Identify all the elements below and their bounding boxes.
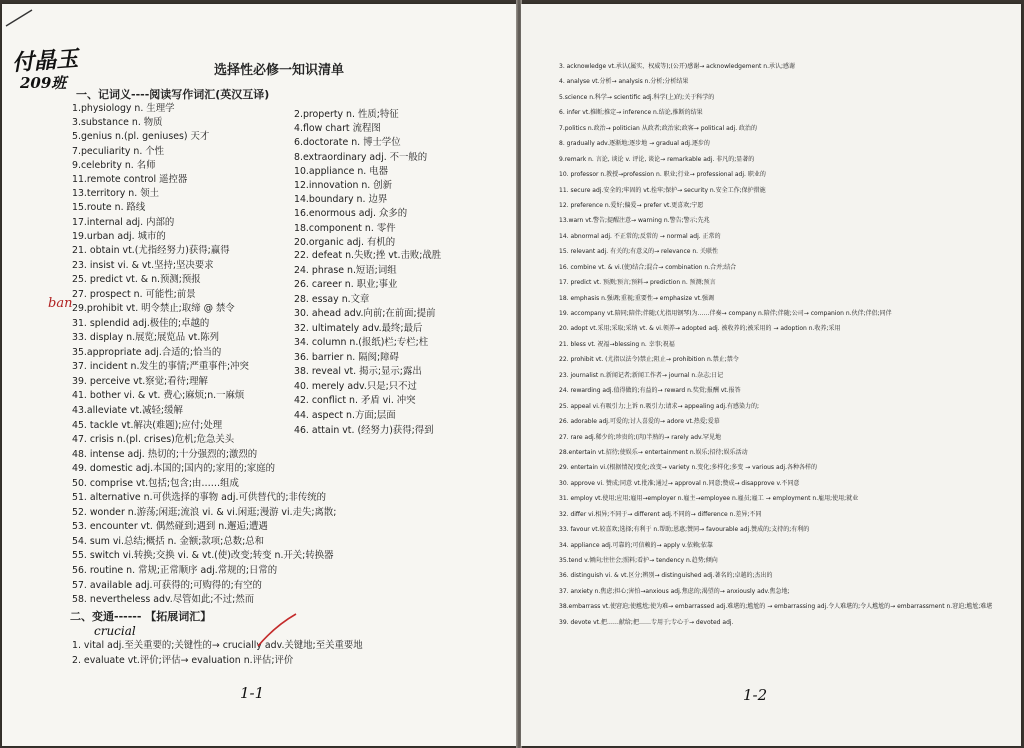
- vocab-row: 39. perceive vt.察觉;看待;理解: [72, 375, 208, 387]
- vocab-row: 41. bother vi. & vt. 费心;麻烦;n.一麻烦: [72, 390, 245, 402]
- vocab-row: 13.warn vt.警告;提醒注意→ warning n.警告;警示;先兆: [559, 217, 710, 225]
- vocab-row: 30. ahead adv.向前;在前面;提前: [294, 308, 436, 320]
- vocab-row: 52. wonder n.游荡;闲逛;流浪 vi. & vi.闲逛;漫游 vi.走失;离散;: [72, 506, 337, 518]
- vocab-row: 20.organic adj. 有机的: [294, 236, 396, 248]
- vocab-row: 25. appeal vi.有吸引力;上诉 n.吸引力;请求→ appealing adj.有感染力的;: [559, 402, 760, 410]
- vocab-row: 49. domestic adj.本国的;国内的;家用的;家庭的: [72, 463, 276, 475]
- vocab-row: 26. adorable adj.可爱的;讨人喜爱的→ adore vt.热爱;爱慕: [559, 418, 720, 426]
- page-title: 选择性必修一知识清单: [214, 63, 345, 78]
- vocab-row: 23. insist vi. & vt.坚持;坚决要求: [72, 259, 214, 271]
- vocab-row: 25. predict vt. & n.预测;预报: [72, 274, 201, 286]
- vocab-row: 44. aspect n.方面;层面: [294, 410, 396, 422]
- vocab-row: 11. secure adj.安全的;牢固的 vt.拴牢;保护→ security n.安全工作;保护措施: [559, 186, 766, 194]
- vocab-row: 28. essay n.文章: [294, 293, 370, 305]
- vocab-row: 8.extraordinary adj. 不一般的: [294, 151, 428, 163]
- vocab-row: 54. sum vi.总结;概括 n. 金额;款项;总数;总和: [72, 535, 264, 547]
- margin-note-ban: ban: [48, 296, 73, 311]
- vocab-row: 17.internal adj. 内部的: [72, 216, 175, 228]
- vocab-row: 11.remote control 遥控器: [72, 173, 188, 185]
- vocab-column-a: [72, 101, 209, 243]
- vocab-row: 16.enormous adj. 众多的: [294, 208, 408, 220]
- page-number-left: 1-1: [240, 684, 265, 702]
- vocab-row: 1.physiology n. 生理学: [72, 103, 175, 114]
- vocab-column-b: [294, 107, 427, 249]
- vocab-row: 28.entertain vt.招待;使娱乐→ entertainment n.娱乐;招待;娱乐活动: [559, 448, 748, 456]
- vocab-row: 40. merely adv.只是;只不过: [294, 380, 417, 392]
- vocab-row: 29. entertain vi.(根据情况)变化;改变→ variety n.变化;多样化;多变 → various adj.各种各样的: [559, 464, 818, 472]
- vocab-row: 50. comprise vt.包括;包含;由……组成: [72, 477, 239, 489]
- vocab-row: 34. appliance adj.可靠的;可信赖的→ apply v.依赖;依靠: [559, 541, 713, 549]
- section1-heading: 一、记词义----阅读写作词汇(英汉互译): [76, 88, 270, 101]
- vocab-row: 51. alternative n.可供选择的事物 adj.可供替代的;非传统的: [72, 492, 326, 504]
- vocab-row: 1. vital adj.至关重要的;关键性的→ crucially adv.关键地;至关重要地: [72, 640, 363, 651]
- vocab-row: 48. intense adj. 热切的;十分强烈的;激烈的: [72, 448, 258, 460]
- vocab-row: 24. rewarding adj.值得做的;有益的→ reward n.奖赏;报酬 vt.报答: [559, 387, 741, 395]
- vocab-row: 24. phrase n.短语;词组: [294, 264, 397, 276]
- page-number-right: 1-2: [743, 686, 768, 704]
- section2-heading: 二、变通------ 【拓展词汇】: [70, 610, 212, 623]
- vocab-row: 6. infer vt.推断;推定→ inference n.结论,推断的结果: [559, 109, 703, 117]
- vocab-row: 9.remark n. 言论, 谈论 v. 评论, 谈论→ remarkable adj. 非凡的;显著的: [559, 155, 755, 163]
- vocab-row: 14.boundary n. 边界: [294, 194, 388, 206]
- vocab-row: 38.embarrass vt.使窘迫;使尴尬;使为难→ embarrassed adj.难堪的;尴尬的 → embarrassing adj.令人难堪的;令人尴尬的→ embarrassment n.窘迫;尴尬;难堪: [559, 603, 993, 611]
- vocab-row: 47. crisis n.(pl. crises)危机;危急关头: [72, 434, 235, 446]
- vocab-row: 35.appropriate adj.合适的;恰当的: [72, 346, 222, 358]
- vocab-row: 43.alleviate vt.减轻;缓解: [72, 405, 183, 417]
- vocab-row: 39. devote vt.把……献给;把……专用于;专心于→ devoted adj.: [559, 618, 734, 626]
- vocab-row: 26. career n. 职业;事业: [294, 279, 398, 291]
- vocab-row: 46. attain vt. (经努力)获得;得到: [294, 424, 434, 436]
- left-page: [2, 4, 518, 746]
- vocab-row: 33. display n.展览;展览品 vt.陈列: [72, 332, 220, 344]
- vocab-row: 19.urban adj. 城市的: [72, 230, 166, 242]
- vocab-row: 36. barrier n. 隔阂;障碍: [294, 351, 399, 363]
- vocab-row: 2.property n. 性质;特征: [294, 109, 399, 120]
- vocab-row: 21. bless vt. 祝福→blessing n. 幸事;祝福: [559, 340, 675, 348]
- vocab-row: 37. anxiety n.焦虑;担心;害怕→anxious adj.焦虑的;渴望的→ anxiously adv.焦急地;: [559, 587, 790, 595]
- vocab-row: 5.genius n.(pl. geniuses) 天才: [72, 131, 210, 143]
- red-check-mark: [252, 612, 302, 652]
- vocab-row: 32. differ vi.相异;不同于→ different adj.不同的→ difference n.差异;不同: [559, 510, 762, 518]
- margin-note-crucial: crucial: [94, 624, 136, 638]
- vocab-row: 19. accompany vt.陪同;陪伴;伴随;(尤指用钢琴)为……伴奏→ company n.陪伴;伴随;公司→ companion n.伙伴;伴侣;同伴: [559, 310, 892, 317]
- vocab-row: 22. defeat n.失败;挫 vt.击败;战胜: [294, 250, 442, 261]
- vocab-row: 16. combine vt. & vi.(使)结合;混合→ combination n.合并;结合: [559, 263, 737, 271]
- vocab-row: 12.innovation n. 创新: [294, 179, 393, 191]
- vocab-row: 23. journalist n.新闻记者;新闻工作者→ journal n.杂志;日记: [559, 371, 724, 379]
- vocab-row: 8. gradually adv.逐渐地;逐步地 → gradual adj.逐步的: [559, 140, 710, 148]
- vocab-row: 9.celebrity n. 名师: [72, 159, 156, 171]
- vocab-row: 56. routine n. 常规;正常顺序 adj.常规的;日常的: [72, 565, 278, 577]
- vocab-row: 34. column n.(报纸)栏;专栏;柱: [294, 337, 429, 349]
- vocab-row: 7.peculiarity n. 个性: [72, 145, 165, 157]
- vocab-row: 14. abnormal adj. 不正常的;反常的 → normal adj. 正常的: [559, 232, 721, 240]
- vocab-row: 37. incident n.发生的事情;严重事件;冲突: [72, 361, 249, 373]
- vocab-row: 3.substance n. 物质: [72, 117, 163, 129]
- vocab-row: 15.route n. 路线: [72, 202, 146, 214]
- vocab-row: 7.politics n.政治→ politician 从政者;政治家;政客→ political adj. 政治的: [559, 124, 758, 132]
- vocab-row: 27. rare adj.稀少的;珍贵的;(肉)半熟的→ rarely adv.罕见地: [559, 433, 722, 441]
- vocab-row: 13.territory n. 领土: [72, 188, 159, 200]
- vocab-row: 10.appliance n. 电器: [294, 165, 389, 177]
- right-page: [521, 4, 1021, 746]
- vocab-row: 6.doctorate n. 博士学位: [294, 137, 401, 149]
- vocab-row: 53. encounter vt. 偶然碰到;遇到 n.邂逅;遭遇: [72, 521, 268, 533]
- vocab-row: 12. preference n.爱好;偏爱→ prefer vt.更喜欢;宁愿: [559, 201, 704, 209]
- vocab-row: 2. evaluate vt.评价;评估→ evaluation n.评估;评价: [72, 655, 294, 666]
- vocab-row: 29.prohibit vt. 明令禁止;取缔 @ 禁令: [72, 303, 235, 315]
- student-name: 付晶玉: [11, 45, 79, 77]
- vocab-row: 36. distinguish vi. & vt.区分;辨别→ distinguished adj.著名的;卓越的;杰出的: [559, 572, 773, 580]
- vocab-column-right: [559, 59, 1019, 630]
- vocab-row: 45. tackle vt.解决(难题);应付;处理: [72, 419, 223, 431]
- vocab-row: 10. professor n.教授→profession n. 职业;行业→ professional adj. 职业的: [559, 171, 766, 179]
- vocab-row: 38. reveal vt. 揭示;显示;露出: [294, 366, 422, 378]
- vocab-row: 21. obtain vt.(尤指经努力)获得;赢得: [72, 245, 230, 256]
- vocab-row: 27. prospect n. 可能性;前景: [72, 288, 196, 300]
- vocab-row: 3. acknowledge vt.承认(属实、权威等);(公开)感谢→ acknowledgement n.承认;感谢: [559, 63, 795, 70]
- vocab-row: 31. employ vt.使用;应用;雇用→employer n.雇主→employee n.雇员;雇工 → employment n.雇用;使用;就业: [559, 495, 859, 503]
- vocab-row: 18.component n. 零件: [294, 222, 396, 234]
- vocab-row: 35.tend v.倾向;往往会;照料;看护→ tendency n.趋势;倾向: [559, 557, 718, 564]
- vocab-row: 22. prohibit vt. (尤指以法令)禁止;阻止→ prohibition n.禁止;禁令: [559, 356, 739, 364]
- vocab-row: 57. available adj.可获得的;可购得的;有空的: [72, 579, 262, 591]
- vocab-row: 4.flow chart 流程图: [294, 123, 381, 135]
- vocab-row: 32. ultimately adv.最终;最后: [294, 322, 423, 334]
- vocab-row: 5.science n.科学→ scientific adj.科学(上)的;关于科学的: [559, 93, 715, 101]
- vocab-row: 55. switch vi.转换;交换 vi. & vt.(使)改变;转变 n.开关;转换器: [72, 550, 334, 562]
- vocab-row: 33. favour vt.较喜欢;选择;有利于 n.帮助;恩惠;赞同→ favourable adj.赞成的;支持的;有利的: [559, 526, 810, 534]
- vocab-row: 58. nevertheless adv.尽管如此;不过;然而: [72, 594, 255, 606]
- vocab-row: 20. adopt vt.采用;采取;采纳 vt. & vi.领养→ adopted adj. 被收养的;被采用的 → adoption n.收养;采用: [559, 325, 841, 333]
- vocab-row: 17. predict vt. 预测;预言;预料→ prediction n. 预测;预言: [559, 279, 716, 287]
- vocab-row: 42. conflict n. 矛盾 vi. 冲突: [294, 395, 416, 407]
- vocab-row: 30. approve vi. 赞成;同意 vt.批准;通过→ approval n.同意;赞成→ disapprove v.不同意: [559, 479, 800, 487]
- class-label: 209班: [20, 74, 67, 92]
- pen-scribble: [2, 4, 42, 34]
- vocab-row: 15. relevant adj. 有关的;有意义的→ relevance n. 关联性: [559, 248, 718, 256]
- vocab-row: 4. analyse vt.分析→ analysis n.分析;分析结果: [559, 78, 689, 86]
- vocab-row: 18. emphasis n.强调;重视;重要性→ emphasize vt.强调: [559, 294, 714, 302]
- vocab-row: 31. splendid adj.极佳的;卓越的: [72, 317, 210, 329]
- vocab-column-d: [294, 248, 441, 437]
- extension-vocab-list: [72, 638, 363, 668]
